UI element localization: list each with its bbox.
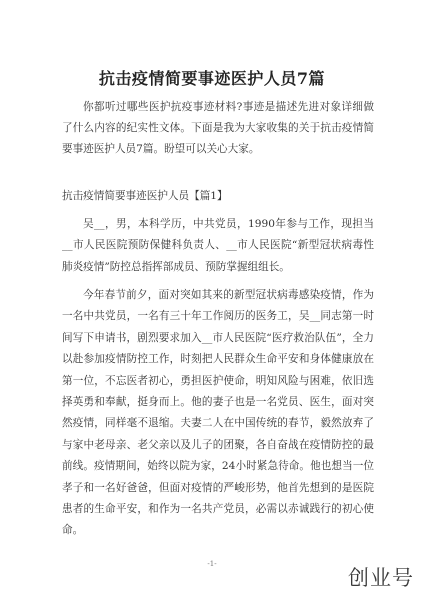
body-paragraph: 吴__，男，本科学历，中共党员，1990年参与工作，现担当__市人民医院预防保健科负责人、__市人民医院“新型冠状病毒性肺炎疫情”防控总指挥部成员、预防掌握组组长。 xyxy=(62,218,374,273)
watermark-logo: 创业号 xyxy=(348,566,414,590)
intro-paragraph: 你都听过哪些医护抗疫事迹材料?事迹是描述先进对象详细做了什么内容的纪实性文体。下面是我为大家收集的关于抗击疫情简要事迹医护人员7篇。盼望可以关心大家。 xyxy=(62,101,374,155)
section-heading: 抗击疫情简要事迹医护人员【篇1】 xyxy=(62,190,228,202)
body-paragraph: 今年春节前夕，面对突如其来的新型冠状病毒感染疫情，作为一名中共党员，一名有三十年工作阅历的医务工，吴__同志第一时间写下申请书，剧烈要求加入__市人民医院“医疗救治队伍”，全力以赴参加疫情防控工作，时刻把人民群众生命平安和身体健康放在第一位，不忘医者初心，勇担医护使命，明知风险与困难，依旧选择英勇和奉献，挺身而上。他的妻子也是一名党员、医生，面对突然疫情，同样毫不退缩。夫妻二人在中国传统的春节，毅然放弃了与家中老母亲、老父亲以及儿子的团聚，各自奋战在疫情防控的最前线。疫情期间，始终以院为家，24小时紧急待命。他也想当一位孝子和一名好爸爸，但面对疫情的严峻形势，他首先想到的是医院患者的生命平安，和作为一名共产党员，必需以赤诚践行的初心使命。 xyxy=(62,289,374,537)
page-number: -1- xyxy=(207,560,217,568)
document-title: 抗击疫情简要事迹医护人员7篇 xyxy=(98,69,326,88)
